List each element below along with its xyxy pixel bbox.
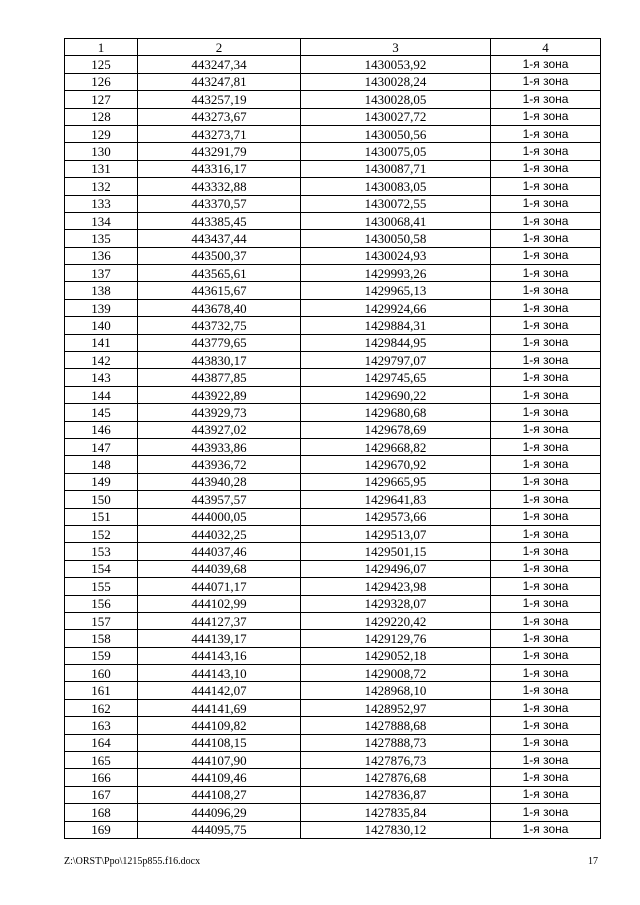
zone-cell: 1-я зона bbox=[491, 804, 601, 821]
zone-cell: 1-я зона bbox=[491, 421, 601, 438]
zone-cell: 1-я зона bbox=[491, 369, 601, 386]
y-coordinate-cell: 1429668,82 bbox=[301, 438, 491, 455]
table-row bbox=[65, 682, 601, 699]
point-number-cell: 138 bbox=[65, 282, 138, 299]
y-coordinate-cell: 1430072,55 bbox=[301, 195, 491, 212]
zone-cell: 1-я зона bbox=[491, 438, 601, 455]
table-row bbox=[65, 386, 601, 403]
y-coordinate-cell: 1429573,66 bbox=[301, 508, 491, 525]
table-row bbox=[65, 699, 601, 716]
zone-cell: 1-я зона bbox=[491, 647, 601, 664]
point-number-cell: 126 bbox=[65, 73, 138, 90]
y-coordinate-cell: 1429052,18 bbox=[301, 647, 491, 664]
y-coordinate-cell: 1427876,68 bbox=[301, 769, 491, 786]
x-coordinate-cell: 443957,57 bbox=[138, 491, 301, 508]
zone-cell: 1-я зона bbox=[491, 717, 601, 734]
x-coordinate-cell: 443877,85 bbox=[138, 369, 301, 386]
y-coordinate-cell: 1429328,07 bbox=[301, 595, 491, 612]
y-coordinate-cell: 1429220,42 bbox=[301, 612, 491, 629]
x-coordinate-cell: 443615,67 bbox=[138, 282, 301, 299]
y-coordinate-cell: 1429678,69 bbox=[301, 421, 491, 438]
x-coordinate-cell: 444127,37 bbox=[138, 612, 301, 629]
zone-cell: 1-я зона bbox=[491, 91, 601, 108]
y-coordinate-cell: 1430024,93 bbox=[301, 247, 491, 264]
zone-cell: 1-я зона bbox=[491, 821, 601, 838]
y-coordinate-cell: 1429993,26 bbox=[301, 265, 491, 282]
y-coordinate-cell: 1429513,07 bbox=[301, 525, 491, 542]
table-row bbox=[65, 212, 601, 229]
point-number-cell: 150 bbox=[65, 491, 138, 508]
table-row bbox=[65, 665, 601, 682]
zone-cell: 1-я зона bbox=[491, 491, 601, 508]
y-coordinate-cell: 1429690,22 bbox=[301, 386, 491, 403]
point-number-cell: 160 bbox=[65, 665, 138, 682]
table-row bbox=[65, 508, 601, 525]
x-coordinate-cell: 444095,75 bbox=[138, 821, 301, 838]
x-coordinate-cell: 443273,67 bbox=[138, 108, 301, 125]
point-number-cell: 144 bbox=[65, 386, 138, 403]
table-row bbox=[65, 404, 601, 421]
y-coordinate-cell: 1430068,41 bbox=[301, 212, 491, 229]
table-row bbox=[65, 717, 601, 734]
table-row bbox=[65, 491, 601, 508]
table-row bbox=[65, 247, 601, 264]
zone-cell: 1-я зона bbox=[491, 386, 601, 403]
point-number-cell: 164 bbox=[65, 734, 138, 751]
y-coordinate-cell: 1429797,07 bbox=[301, 352, 491, 369]
table-row bbox=[65, 352, 601, 369]
table-row bbox=[65, 282, 601, 299]
y-coordinate-cell: 1427888,68 bbox=[301, 717, 491, 734]
point-number-cell: 165 bbox=[65, 752, 138, 769]
x-coordinate-cell: 443779,65 bbox=[138, 334, 301, 351]
zone-cell: 1-я зона bbox=[491, 282, 601, 299]
y-coordinate-cell: 1429745,65 bbox=[301, 369, 491, 386]
y-coordinate-cell: 1427835,84 bbox=[301, 804, 491, 821]
point-number-cell: 149 bbox=[65, 473, 138, 490]
x-coordinate-cell: 444141,69 bbox=[138, 699, 301, 716]
point-number-cell: 159 bbox=[65, 647, 138, 664]
zone-cell: 1-я зона bbox=[491, 265, 601, 282]
table-row bbox=[65, 821, 601, 838]
point-number-cell: 155 bbox=[65, 578, 138, 595]
zone-cell: 1-я зона bbox=[491, 317, 601, 334]
zone-cell: 1-я зона bbox=[491, 769, 601, 786]
x-coordinate-cell: 443291,79 bbox=[138, 143, 301, 160]
table-row bbox=[65, 317, 601, 334]
column-header-3: 3 bbox=[301, 39, 491, 56]
x-coordinate-cell: 444108,15 bbox=[138, 734, 301, 751]
y-coordinate-cell: 1427830,12 bbox=[301, 821, 491, 838]
x-coordinate-cell: 443273,71 bbox=[138, 125, 301, 142]
x-coordinate-cell: 444107,90 bbox=[138, 752, 301, 769]
table-row bbox=[65, 473, 601, 490]
point-number-cell: 152 bbox=[65, 525, 138, 542]
header-row bbox=[65, 39, 601, 56]
table-row bbox=[65, 525, 601, 542]
x-coordinate-cell: 443830,17 bbox=[138, 352, 301, 369]
y-coordinate-cell: 1429501,15 bbox=[301, 543, 491, 560]
zone-cell: 1-я зона bbox=[491, 352, 601, 369]
point-number-cell: 133 bbox=[65, 195, 138, 212]
y-coordinate-cell: 1429665,95 bbox=[301, 473, 491, 490]
zone-cell: 1-я зона bbox=[491, 178, 601, 195]
zone-cell: 1-я зона bbox=[491, 56, 601, 73]
point-number-cell: 156 bbox=[65, 595, 138, 612]
zone-cell: 1-я зона bbox=[491, 612, 601, 629]
point-number-cell: 140 bbox=[65, 317, 138, 334]
table-row bbox=[65, 438, 601, 455]
x-coordinate-cell: 443678,40 bbox=[138, 299, 301, 316]
point-number-cell: 130 bbox=[65, 143, 138, 160]
zone-cell: 1-я зона bbox=[491, 665, 601, 682]
y-coordinate-cell: 1429670,92 bbox=[301, 456, 491, 473]
x-coordinate-cell: 444032,25 bbox=[138, 525, 301, 542]
y-coordinate-cell: 1427888,73 bbox=[301, 734, 491, 751]
point-number-cell: 166 bbox=[65, 769, 138, 786]
x-coordinate-cell: 443922,89 bbox=[138, 386, 301, 403]
y-coordinate-cell: 1427836,87 bbox=[301, 786, 491, 803]
point-number-cell: 134 bbox=[65, 212, 138, 229]
table-row bbox=[65, 125, 601, 142]
table-row bbox=[65, 73, 601, 90]
x-coordinate-cell: 443370,57 bbox=[138, 195, 301, 212]
point-number-cell: 169 bbox=[65, 821, 138, 838]
zone-cell: 1-я зона bbox=[491, 699, 601, 716]
x-coordinate-cell: 444139,17 bbox=[138, 630, 301, 647]
zone-cell: 1-я зона bbox=[491, 160, 601, 177]
zone-cell: 1-я зона bbox=[491, 108, 601, 125]
x-coordinate-cell: 444109,82 bbox=[138, 717, 301, 734]
x-coordinate-cell: 443437,44 bbox=[138, 230, 301, 247]
zone-cell: 1-я зона bbox=[491, 299, 601, 316]
x-coordinate-cell: 443732,75 bbox=[138, 317, 301, 334]
table-row bbox=[65, 265, 601, 282]
zone-cell: 1-я зона bbox=[491, 630, 601, 647]
y-coordinate-cell: 1430075,05 bbox=[301, 143, 491, 160]
zone-cell: 1-я зона bbox=[491, 560, 601, 577]
table-row bbox=[65, 143, 601, 160]
coordinates-table bbox=[64, 38, 601, 839]
x-coordinate-cell: 444102,99 bbox=[138, 595, 301, 612]
column-header-4: 4 bbox=[491, 39, 601, 56]
x-coordinate-cell: 444143,16 bbox=[138, 647, 301, 664]
column-header-2: 2 bbox=[138, 39, 301, 56]
y-coordinate-cell: 1429423,98 bbox=[301, 578, 491, 595]
point-number-cell: 161 bbox=[65, 682, 138, 699]
x-coordinate-cell: 444096,29 bbox=[138, 804, 301, 821]
x-coordinate-cell: 443247,34 bbox=[138, 56, 301, 73]
zone-cell: 1-я зона bbox=[491, 734, 601, 751]
y-coordinate-cell: 1429496,07 bbox=[301, 560, 491, 577]
y-coordinate-cell: 1429965,13 bbox=[301, 282, 491, 299]
zone-cell: 1-я зона bbox=[491, 73, 601, 90]
x-coordinate-cell: 444071,17 bbox=[138, 578, 301, 595]
point-number-cell: 147 bbox=[65, 438, 138, 455]
point-number-cell: 158 bbox=[65, 630, 138, 647]
point-number-cell: 127 bbox=[65, 91, 138, 108]
zone-cell: 1-я зона bbox=[491, 543, 601, 560]
point-number-cell: 128 bbox=[65, 108, 138, 125]
point-number-cell: 146 bbox=[65, 421, 138, 438]
zone-cell: 1-я зона bbox=[491, 456, 601, 473]
y-coordinate-cell: 1430087,71 bbox=[301, 160, 491, 177]
point-number-cell: 153 bbox=[65, 543, 138, 560]
y-coordinate-cell: 1429641,83 bbox=[301, 491, 491, 508]
table-row bbox=[65, 734, 601, 751]
point-number-cell: 151 bbox=[65, 508, 138, 525]
table-row bbox=[65, 595, 601, 612]
y-coordinate-cell: 1430028,24 bbox=[301, 73, 491, 90]
y-coordinate-cell: 1430027,72 bbox=[301, 108, 491, 125]
table-row bbox=[65, 804, 601, 821]
zone-cell: 1-я зона bbox=[491, 752, 601, 769]
point-number-cell: 137 bbox=[65, 265, 138, 282]
table-row bbox=[65, 91, 601, 108]
table-row bbox=[65, 543, 601, 560]
footer-page-number: 17 bbox=[588, 856, 598, 867]
column-header-1: 1 bbox=[65, 39, 138, 56]
table-header bbox=[65, 39, 601, 56]
point-number-cell: 132 bbox=[65, 178, 138, 195]
x-coordinate-cell: 444143,10 bbox=[138, 665, 301, 682]
zone-cell: 1-я зона bbox=[491, 525, 601, 542]
y-coordinate-cell: 1429844,95 bbox=[301, 334, 491, 351]
y-coordinate-cell: 1427876,73 bbox=[301, 752, 491, 769]
table-row bbox=[65, 612, 601, 629]
zone-cell: 1-я зона bbox=[491, 473, 601, 490]
x-coordinate-cell: 443316,17 bbox=[138, 160, 301, 177]
point-number-cell: 145 bbox=[65, 404, 138, 421]
x-coordinate-cell: 444037,46 bbox=[138, 543, 301, 560]
y-coordinate-cell: 1430028,05 bbox=[301, 91, 491, 108]
x-coordinate-cell: 444108,27 bbox=[138, 786, 301, 803]
zone-cell: 1-я зона bbox=[491, 247, 601, 264]
x-coordinate-cell: 444000,05 bbox=[138, 508, 301, 525]
table-row bbox=[65, 334, 601, 351]
table-row bbox=[65, 160, 601, 177]
table-body bbox=[65, 56, 601, 839]
point-number-cell: 131 bbox=[65, 160, 138, 177]
zone-cell: 1-я зона bbox=[491, 334, 601, 351]
y-coordinate-cell: 1429129,76 bbox=[301, 630, 491, 647]
footer-file-path: Z:\ORST\Ppo\1215p855.f16.docx bbox=[64, 856, 201, 867]
zone-cell: 1-я зона bbox=[491, 508, 601, 525]
table-row bbox=[65, 108, 601, 125]
y-coordinate-cell: 1430053,92 bbox=[301, 56, 491, 73]
table-row bbox=[65, 369, 601, 386]
y-coordinate-cell: 1429884,31 bbox=[301, 317, 491, 334]
point-number-cell: 162 bbox=[65, 699, 138, 716]
x-coordinate-cell: 443332,88 bbox=[138, 178, 301, 195]
zone-cell: 1-я зона bbox=[491, 212, 601, 229]
x-coordinate-cell: 443257,19 bbox=[138, 91, 301, 108]
y-coordinate-cell: 1429008,72 bbox=[301, 665, 491, 682]
x-coordinate-cell: 443936,72 bbox=[138, 456, 301, 473]
table-row bbox=[65, 195, 601, 212]
table-row bbox=[65, 299, 601, 316]
table-row bbox=[65, 769, 601, 786]
x-coordinate-cell: 443933,86 bbox=[138, 438, 301, 455]
x-coordinate-cell: 443247,81 bbox=[138, 73, 301, 90]
zone-cell: 1-я зона bbox=[491, 682, 601, 699]
y-coordinate-cell: 1429924,66 bbox=[301, 299, 491, 316]
y-coordinate-cell: 1430050,58 bbox=[301, 230, 491, 247]
x-coordinate-cell: 443565,61 bbox=[138, 265, 301, 282]
zone-cell: 1-я зона bbox=[491, 578, 601, 595]
point-number-cell: 139 bbox=[65, 299, 138, 316]
x-coordinate-cell: 444039,68 bbox=[138, 560, 301, 577]
point-number-cell: 125 bbox=[65, 56, 138, 73]
table-row bbox=[65, 630, 601, 647]
zone-cell: 1-я зона bbox=[491, 230, 601, 247]
y-coordinate-cell: 1428952,97 bbox=[301, 699, 491, 716]
point-number-cell: 135 bbox=[65, 230, 138, 247]
x-coordinate-cell: 443940,28 bbox=[138, 473, 301, 490]
x-coordinate-cell: 443500,37 bbox=[138, 247, 301, 264]
point-number-cell: 148 bbox=[65, 456, 138, 473]
y-coordinate-cell: 1430083,05 bbox=[301, 178, 491, 195]
zone-cell: 1-я зона bbox=[491, 125, 601, 142]
point-number-cell: 143 bbox=[65, 369, 138, 386]
table-row bbox=[65, 578, 601, 595]
point-number-cell: 168 bbox=[65, 804, 138, 821]
point-number-cell: 157 bbox=[65, 612, 138, 629]
zone-cell: 1-я зона bbox=[491, 143, 601, 160]
y-coordinate-cell: 1428968,10 bbox=[301, 682, 491, 699]
table-row bbox=[65, 647, 601, 664]
y-coordinate-cell: 1430050,56 bbox=[301, 125, 491, 142]
zone-cell: 1-я зона bbox=[491, 595, 601, 612]
point-number-cell: 163 bbox=[65, 717, 138, 734]
table-row bbox=[65, 752, 601, 769]
point-number-cell: 129 bbox=[65, 125, 138, 142]
x-coordinate-cell: 443927,02 bbox=[138, 421, 301, 438]
point-number-cell: 167 bbox=[65, 786, 138, 803]
zone-cell: 1-я зона bbox=[491, 786, 601, 803]
table-row bbox=[65, 560, 601, 577]
table-row bbox=[65, 456, 601, 473]
point-number-cell: 136 bbox=[65, 247, 138, 264]
x-coordinate-cell: 444142,07 bbox=[138, 682, 301, 699]
table-row bbox=[65, 178, 601, 195]
table-row bbox=[65, 421, 601, 438]
point-number-cell: 154 bbox=[65, 560, 138, 577]
point-number-cell: 142 bbox=[65, 352, 138, 369]
x-coordinate-cell: 444109,46 bbox=[138, 769, 301, 786]
zone-cell: 1-я зона bbox=[491, 404, 601, 421]
table-row bbox=[65, 230, 601, 247]
table-row bbox=[65, 56, 601, 73]
zone-cell: 1-я зона bbox=[491, 195, 601, 212]
x-coordinate-cell: 443929,73 bbox=[138, 404, 301, 421]
table-row bbox=[65, 786, 601, 803]
y-coordinate-cell: 1429680,68 bbox=[301, 404, 491, 421]
point-number-cell: 141 bbox=[65, 334, 138, 351]
x-coordinate-cell: 443385,45 bbox=[138, 212, 301, 229]
